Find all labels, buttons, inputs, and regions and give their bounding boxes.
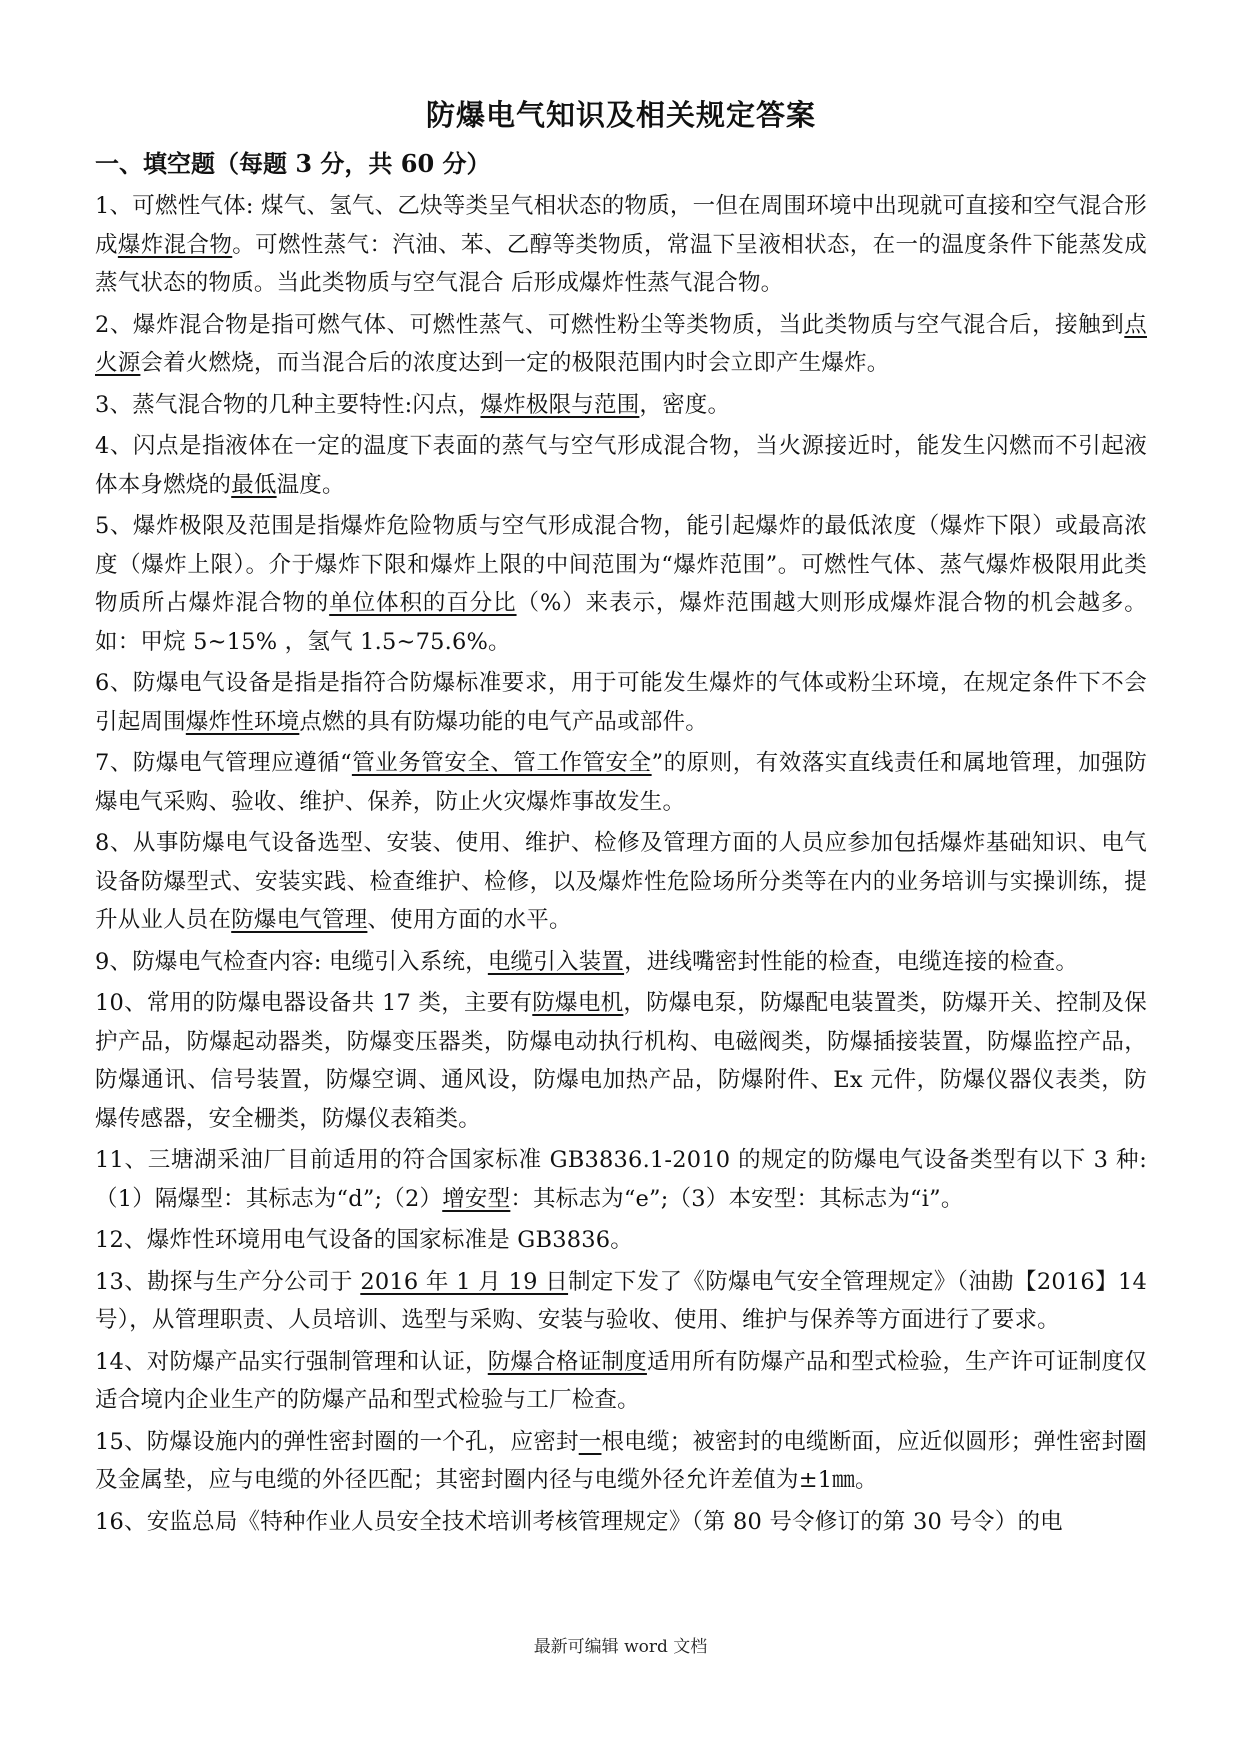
question-text: ：其标志为“e”;（3）本安型：其标志为“i”。 <box>510 1185 964 1212</box>
question-text: 7、防爆电气管理应遵循“ <box>95 750 352 776</box>
question-paragraph <box>95 427 1147 504</box>
question-text: 8、从事防爆电气设备选型、安装、使用、维护、检修及管理方面的人员应参加包括爆炸基础知识、电气设备防爆型式、安装实践、检查维护、检修，以及爆炸性危险场所分类等在内的业务培训与实操训练，提升从业人员在 <box>95 830 1147 933</box>
document-title: 防爆电气知识及相关规定答案 <box>425 98 816 132</box>
answer-blank: 增安型 <box>442 1185 511 1212</box>
question-paragraph <box>95 1423 1147 1500</box>
answer-blank: 管业务管安全、管工作管安全 <box>351 750 652 776</box>
question-paragraph <box>95 1141 1147 1218</box>
question-list <box>95 187 1147 1541</box>
answer-blank: 一 <box>578 1428 602 1455</box>
answer-blank: 爆炸混合物 <box>117 231 233 258</box>
answer-blank: 电缆引入装置 <box>487 948 625 975</box>
question-text: ，密度。 <box>639 391 731 418</box>
question-paragraph <box>95 744 1147 821</box>
question-text: ，进线嘴密封性能的检查，电缆连接的检查。 <box>624 948 1079 975</box>
question-text: 14、对防爆产品实行强制管理和认证， <box>95 1348 488 1375</box>
question-text: 。可燃性蒸气：汽油、苯、乙醇等类物质，常温下呈液相状态，在一的温度条件下能蒸发成蒸气状态的物质。当此类物质与空气混合 后形成爆炸性蒸气混合物。 <box>95 231 1147 296</box>
question-text: 根电缆；被密封的电缆断面，应近似圆形；弹性密封圈及金属垫，应与电缆的外径匹配；其密封圈内径与电缆外径允许差值为±1㎜。 <box>95 1428 1147 1493</box>
question-text: 13、勘探与生产分公司于 <box>95 1268 361 1295</box>
question-paragraph <box>95 187 1147 303</box>
question-text: 会着火燃烧，而当混合后的浓度达到一定的极限范围内时会立即产生爆炸。 <box>140 350 890 376</box>
answer-blank: 2016 年 1 月 19 日 <box>360 1268 569 1295</box>
question-paragraph <box>95 1221 1147 1260</box>
question-text: 15、防爆设施内的弹性密封圈的一个孔，应密封 <box>95 1428 579 1455</box>
question-paragraph <box>95 664 1147 741</box>
question-paragraph <box>95 1343 1147 1420</box>
question-paragraph <box>95 1263 1147 1340</box>
question-text: ，防爆电泵，防爆配电装置类，防爆开关、控制及保护产品，防爆起动器类，防爆变压器类，防爆电动执行机构、电磁阀类，防爆插接装置，防爆监控产品，防爆通讯、信号装置，防爆空调、通风设，防爆电加热产品，防爆附件、Ex 元件，防爆仪器仪表类，防爆传感器，安全栅类，防爆仪表箱类。 <box>95 990 1147 1132</box>
answer-blank: 点火源 <box>95 311 1147 376</box>
answer-blank: 单位体积的百分比 <box>329 590 517 616</box>
question-text: 12、爆炸性环境用电气设备的国家标准是 GB3836。 <box>95 1227 633 1253</box>
question-paragraph <box>95 386 1147 425</box>
question-text: 适用所有防爆产品和型式检验，生产许可证制度仅适合境内企业生产的防爆产品和型式检验与工厂检查。 <box>95 1348 1148 1413</box>
question-text: （%）来表示，爆炸范围越大则形成爆炸混合物的机会越多。如：甲烷 5~15% ，氢气 1.5~75.6%。 <box>95 590 1147 655</box>
question-paragraph <box>95 1503 1147 1542</box>
document-page <box>95 95 1147 1544</box>
question-text: 2、爆炸混合物是指可燃气体、可燃性蒸气、可燃性粉尘等类物质，当此类物质与空气混合后，接触到 <box>95 311 1125 338</box>
question-paragraph <box>95 943 1147 982</box>
question-text: 16、安监总局《特种作业人员安全技术培训考核管理规定》（第 80 号令修订的第 30 号令）的电 <box>95 1508 1063 1535</box>
question-text: 6、防爆电气设备是指是指符合防爆标准要求，用于可能发生爆炸的气体或粉尘环境，在规定条件下不会引起周围 <box>95 670 1147 735</box>
question-text: 温度。 <box>276 471 345 498</box>
question-paragraph <box>95 824 1147 940</box>
answer-blank: 爆炸性环境 <box>185 708 300 735</box>
question-text: 点燃的具有防爆功能的电气产品或部件。 <box>299 708 708 735</box>
section-heading: 一、填空题（每题 3 分，共 60 分） <box>95 149 491 178</box>
answer-blank: 防爆电气管理 <box>231 907 368 933</box>
question-text: 11、三塘湖采油厂目前适用的符合国家标准 GB3836.1-2010 的规定的防爆电气设备类型有以下 3 种:（1）隔爆型：其标志为“d”;（2） <box>95 1147 1147 1212</box>
question-paragraph <box>95 507 1147 661</box>
question-text: 9、防爆电气检查内容: 电缆引入系统， <box>95 948 488 975</box>
question-text: 1、可燃性气体: 煤气、氢气、乙炔等类呈气相状态的物质，一但在周围环境中出现就可直接和空气混合形成 <box>95 193 1147 258</box>
question-text: 10、常用的防爆电器设备共 17 类，主要有 <box>95 990 533 1016</box>
question-text: 、使用方面的水平。 <box>367 907 572 933</box>
question-text: 3、蒸气混合物的几种主要特性:闪点， <box>95 391 481 418</box>
answer-blank: 最低 <box>231 471 277 498</box>
answer-blank: 防爆电机 <box>532 990 624 1016</box>
question-text: 5、爆炸极限及范围是指爆炸危险物质与空气形成混合物，能引起爆炸的最低浓度（爆炸下限）或最高浓度（爆炸上限）。介于爆炸下限和爆炸上限的中间范围为“爆炸范围”。可燃性气体、蒸气爆炸极限用此类物质所占爆炸混合物的 <box>95 513 1147 616</box>
page-footer: 最新可编辑 word 文档 <box>533 1637 708 1657</box>
question-text: 制定下发了《防爆电气安全管理规定》（油勘【2016】14 号），从管理职责、人员培训、选型与采购、安装与验收、使用、维护与保养等方面进行了要求。 <box>95 1268 1147 1333</box>
question-text: 4、闪点是指液体在一定的温度下表面的蒸气与空气形成混合物，当火源接近时，能发生闪燃而不引起液体本身燃烧的 <box>95 433 1147 498</box>
question-paragraph <box>95 306 1147 383</box>
answer-blank: 爆炸极限与范围 <box>480 391 640 418</box>
answer-blank: 防爆合格证制度 <box>487 1348 647 1375</box>
question-paragraph <box>95 984 1147 1138</box>
question-text: ”的原则，有效落实直线责任和属地管理，加强防爆电气采购、验收、维护、保养，防止火灾爆炸事故发生。 <box>95 750 1147 815</box>
